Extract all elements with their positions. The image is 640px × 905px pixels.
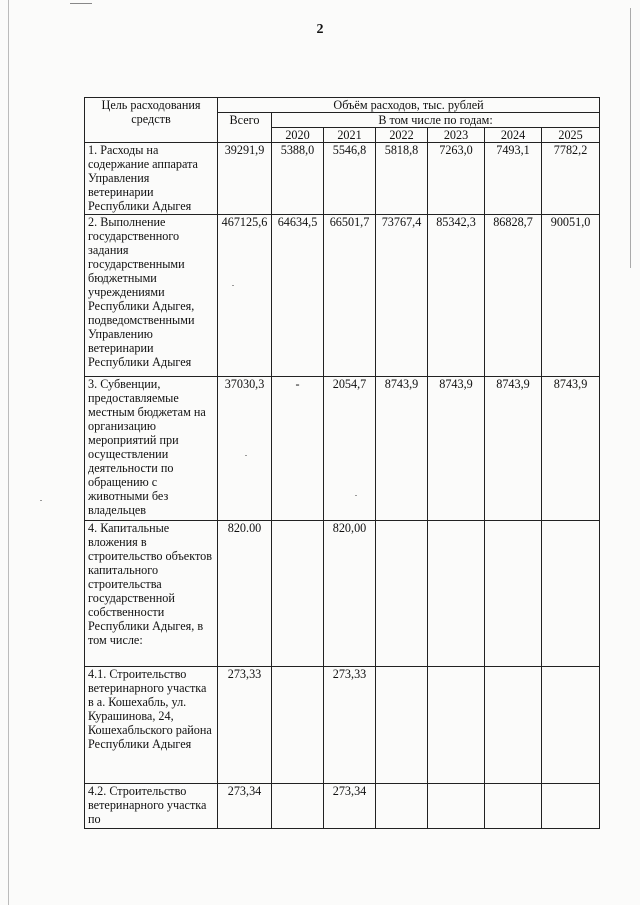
row-total: 273,33	[218, 667, 272, 784]
row-value: 5546,8	[324, 143, 376, 215]
row-value: 7263,0	[428, 143, 485, 215]
row-value	[542, 667, 600, 784]
row-value: 273,34	[324, 784, 376, 829]
row-value: 2054,7	[324, 377, 376, 521]
row-value: 820,00	[324, 521, 376, 667]
row-value: 66501,7	[324, 215, 376, 377]
scan-speck	[232, 285, 234, 286]
header-year: 2021	[324, 128, 376, 143]
scan-edge-top-mark	[70, 3, 92, 4]
row-value	[376, 667, 428, 784]
row-value	[272, 667, 324, 784]
row-goal: 4.2. Строительство ветеринарного участка по	[85, 784, 218, 829]
expenditure-table	[84, 97, 600, 829]
row-value	[428, 521, 485, 667]
row-value	[428, 667, 485, 784]
table-row	[85, 215, 600, 377]
row-value: 8743,9	[485, 377, 542, 521]
row-total: 467125,6	[218, 215, 272, 377]
table-row	[85, 143, 600, 215]
table-row	[85, 784, 600, 829]
header-volume: Объём расходов, тыс. рублей	[218, 98, 600, 113]
header-year: 2025	[542, 128, 600, 143]
row-goal: 2. Выполнение государственного задания государственными бюджетными учреждениями Республики Адыгея, подведомственными Управлению ветеринарии Республики Адыгея	[85, 215, 218, 377]
row-goal: 4.1. Строительство ветеринарного участка в а. Кошехабль, ул. Курашинова, 24, Кошехабльского района Республики Адыгея	[85, 667, 218, 784]
row-value: 64634,5	[272, 215, 324, 377]
row-value	[428, 784, 485, 829]
row-goal: 4. Капитальные вложения в строительство объектов капитального строительства государственной собственности Республики Адыгея, в том числе:	[85, 521, 218, 667]
header-year: 2022	[376, 128, 428, 143]
scan-edge-right	[630, 8, 631, 268]
row-value: 85342,3	[428, 215, 485, 377]
row-value: 86828,7	[485, 215, 542, 377]
header-year: 2020	[272, 128, 324, 143]
header-by-years: В том числе по годам:	[272, 113, 600, 128]
row-value: 273,33	[324, 667, 376, 784]
row-value: 90051,0	[542, 215, 600, 377]
row-value: 73767,4	[376, 215, 428, 377]
row-total: 37030,3	[218, 377, 272, 521]
header-year: 2023	[428, 128, 485, 143]
scan-speck	[245, 455, 247, 456]
page-number: 2	[316, 22, 324, 37]
row-value	[272, 784, 324, 829]
row-value: 8743,9	[376, 377, 428, 521]
row-value	[542, 521, 600, 667]
row-value	[485, 784, 542, 829]
row-value: 5818,8	[376, 143, 428, 215]
row-value	[485, 521, 542, 667]
row-value: 7493,1	[485, 143, 542, 215]
row-value	[485, 667, 542, 784]
row-total: 273,34	[218, 784, 272, 829]
row-value: 8743,9	[542, 377, 600, 521]
header-year: 2024	[485, 128, 542, 143]
row-value	[376, 521, 428, 667]
row-value: -	[272, 377, 324, 521]
row-value: 8743,9	[428, 377, 485, 521]
scan-speck	[40, 500, 42, 501]
row-value	[542, 784, 600, 829]
row-value	[272, 521, 324, 667]
row-goal: 3. Субвенции, предоставляемые местным бюджетам на организацию мероприятий при осуществлении деятельности по обращению с животными без владельцев	[85, 377, 218, 521]
row-value: 7782,2	[542, 143, 600, 215]
row-total: 820.00	[218, 521, 272, 667]
table-row	[85, 521, 600, 667]
scan-speck	[355, 495, 357, 496]
table-row	[85, 667, 600, 784]
header-goal: Цель расходования средств	[85, 98, 218, 143]
table-row	[85, 377, 600, 521]
row-goal: 1. Расходы на содержание аппарата Управления ветеринарии Республики Адыгея	[85, 143, 218, 215]
row-total: 39291,9	[218, 143, 272, 215]
row-value: 5388,0	[272, 143, 324, 215]
scan-edge-left	[8, 0, 9, 905]
header-total: Всего	[218, 113, 272, 143]
row-value	[376, 784, 428, 829]
